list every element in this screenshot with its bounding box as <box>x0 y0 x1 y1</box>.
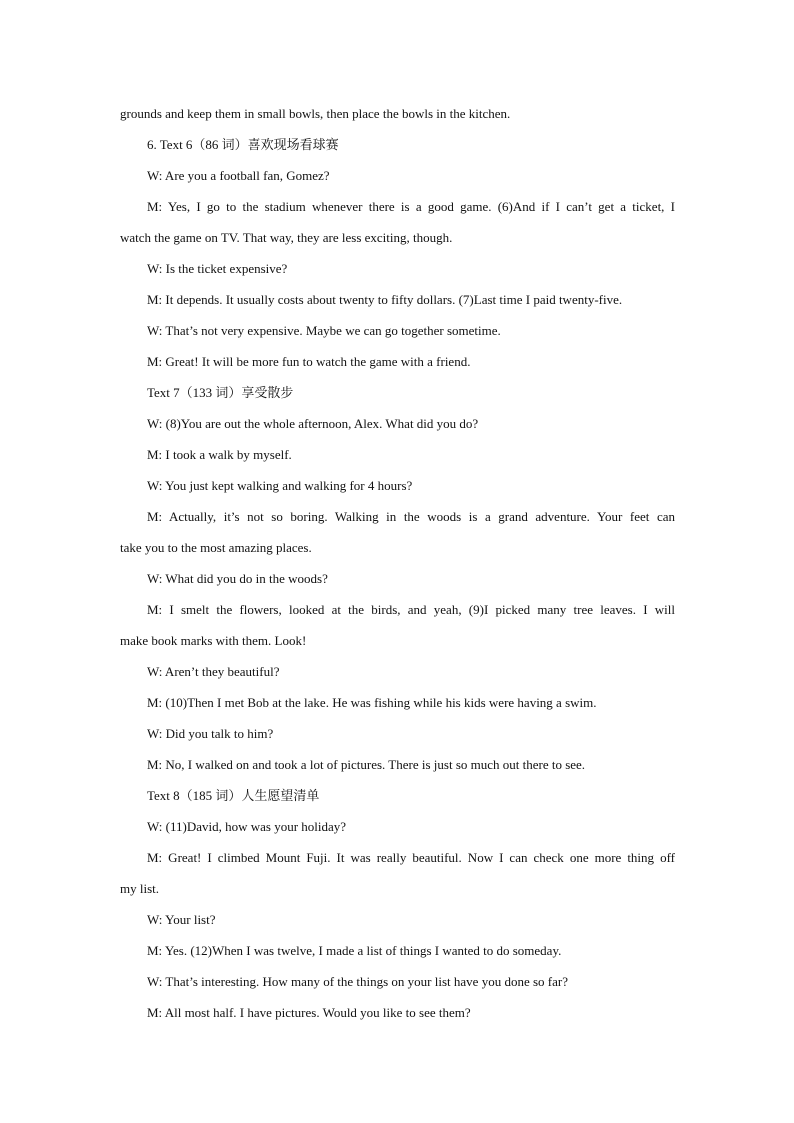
dialogue-line: M: Yes, I go to the stadium whenever there is a good game. (6)And if I can’t get a ticket, I <box>147 199 675 214</box>
text-line: grounds and keep them in small bowls, then place the bowls in the kitchen. <box>120 106 511 121</box>
section-heading-text-6: 6. Text 6（86 词）喜欢现场看球赛 <box>147 137 339 152</box>
dialogue-line: M: Great! It will be more fun to watch the game with a friend. <box>147 354 471 369</box>
dialogue-line: M: I took a walk by myself. <box>147 447 292 462</box>
dialogue-line-continuation: take you to the most amazing places. <box>120 540 312 555</box>
dialogue-line: W: Your list? <box>147 912 216 927</box>
dialogue-line-continuation: my list. <box>120 881 160 896</box>
dialogue-line: W: (8)You are out the whole afternoon, Alex. What did you do? <box>147 416 479 431</box>
dialogue-line: W: You just kept walking and walking for 4 hours? <box>147 478 413 493</box>
dialogue-line: W: That’s not very expensive. Maybe we can go together sometime. <box>147 323 501 338</box>
dialogue-line-continuation: watch the game on TV. That way, they are less exciting, though. <box>120 230 453 245</box>
dialogue-line: W: (11)David, how was your holiday? <box>147 819 347 834</box>
section-heading-text-7: Text 7（133 词）享受散步 <box>147 385 294 400</box>
dialogue-line: M: Actually, it’s not so boring. Walking in the woods is a grand adventure. Your feet can <box>147 509 675 524</box>
dialogue-line: W: Did you talk to him? <box>147 726 274 741</box>
dialogue-line: M: Yes. (12)When I was twelve, I made a list of things I wanted to do someday. <box>147 943 562 958</box>
dialogue-line: W: That’s interesting. How many of the things on your list have you done so far? <box>147 974 568 989</box>
dialogue-line: M: All most half. I have pictures. Would you like to see them? <box>147 1005 471 1020</box>
section-heading-text-8: Text 8（185 词）人生愿望清单 <box>147 788 320 803</box>
transcript-text <box>120 98 675 1028</box>
dialogue-line: M: It depends. It usually costs about twenty to fifty dollars. (7)Last time I paid twenty-five. <box>147 292 623 307</box>
dialogue-line: W: Is the ticket expensive? <box>147 261 288 276</box>
dialogue-line: W: Are you a football fan, Gomez? <box>147 168 330 183</box>
dialogue-line: M: Great! I climbed Mount Fuji. It was really beautiful. Now I can check one more thing off <box>147 850 675 865</box>
dialogue-line: M: I smelt the flowers, looked at the birds, and yeah, (9)I picked many tree leaves. I will <box>147 602 675 617</box>
dialogue-line-continuation: make book marks with them. Look! <box>120 633 307 648</box>
dialogue-line: M: No, I walked on and took a lot of pictures. There is just so much out there to see. <box>147 757 586 772</box>
dialogue-line: W: Aren’t they beautiful? <box>147 664 280 679</box>
dialogue-line: M: (10)Then I met Bob at the lake. He was fishing while his kids were having a swim. <box>147 695 597 710</box>
dialogue-line: W: What did you do in the woods? <box>147 571 328 586</box>
